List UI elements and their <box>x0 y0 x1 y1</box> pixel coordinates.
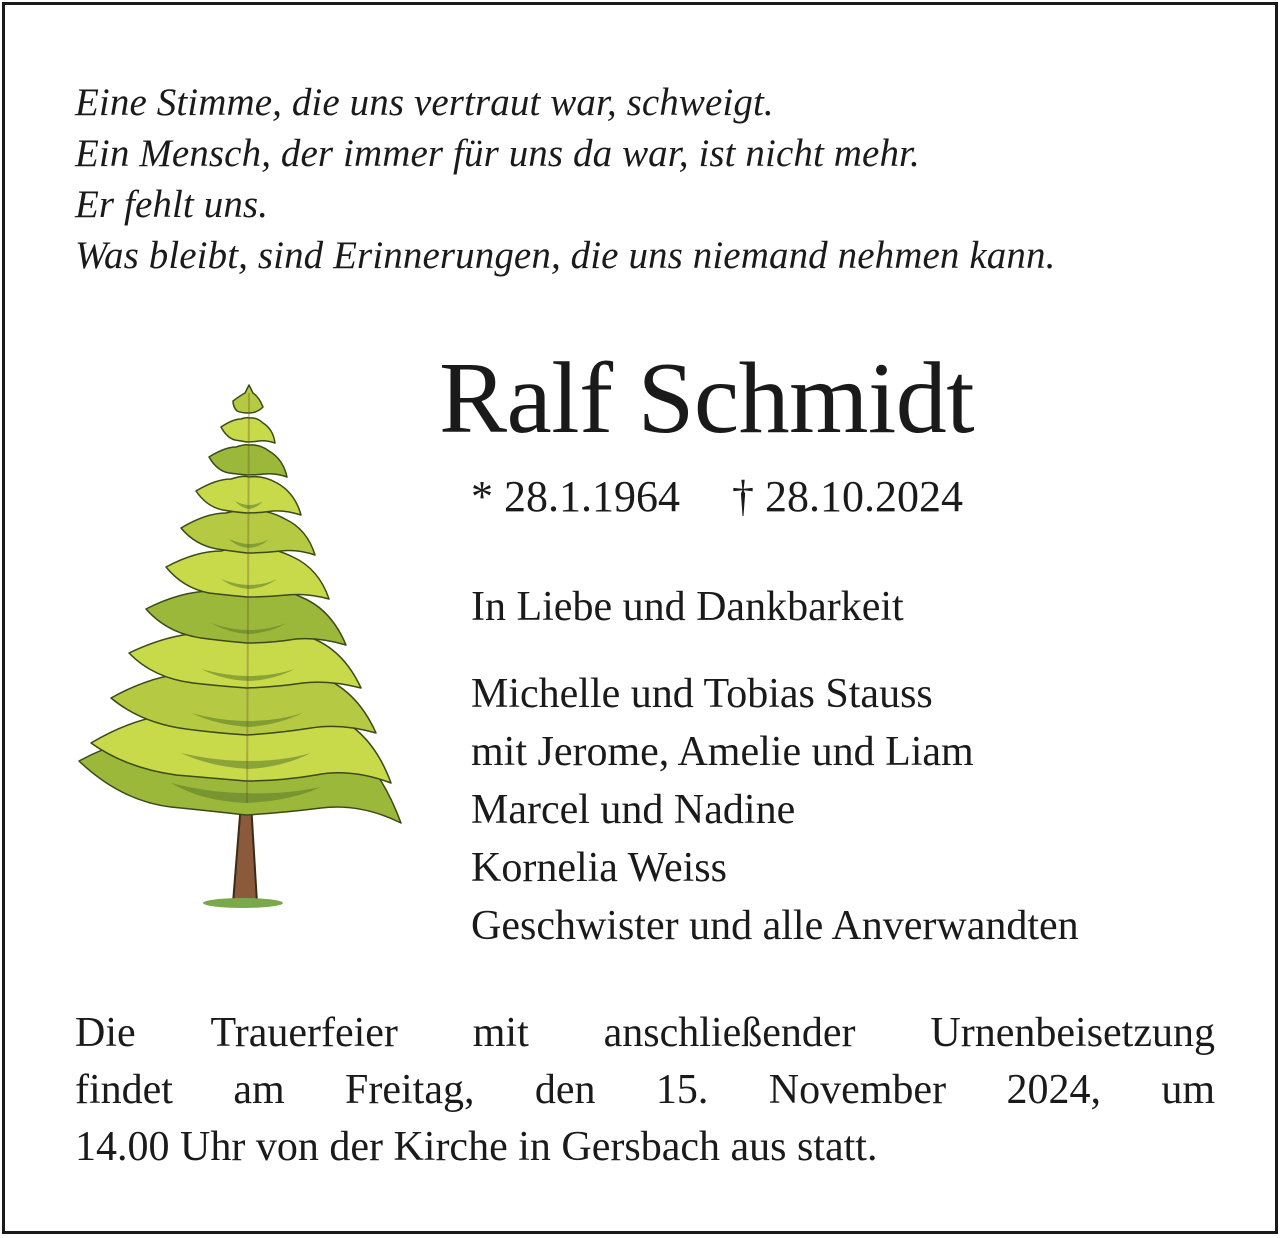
ceremony-line: 14.00 Uhr von der Kirche in Gersbach aus statt. <box>75 1124 878 1170</box>
poem-line: Was bleibt, sind Erinnerungen, die uns niemand nehmen kann. <box>75 234 1056 277</box>
poem-line: Er fehlt uns. <box>75 183 269 226</box>
mourner-line: Kornelia Weiss <box>471 845 727 891</box>
death-date: † 28.10.2024 <box>732 472 963 521</box>
ceremony-word: Urnenbeisetzung <box>930 1010 1215 1056</box>
fir-tree-icon <box>71 383 407 913</box>
obituary-frame <box>2 2 1278 1234</box>
poem-line: Ein Mensch, der immer für uns da war, ist nicht mehr. <box>75 132 920 175</box>
ceremony-word: findet <box>75 1067 173 1113</box>
ceremony-notice <box>75 1005 1215 1176</box>
mourner-line: Michelle und Tobias Stauss <box>471 671 933 717</box>
mourner-line: Geschwister und alle Anverwandten <box>471 903 1079 949</box>
thanks-line: In Liebe und Dankbarkeit <box>471 584 904 630</box>
ceremony-word: am <box>233 1067 285 1113</box>
mourner-line: mit Jerome, Amelie und Liam <box>471 729 974 775</box>
mourner-line: Marcel und Nadine <box>471 787 796 833</box>
ceremony-word: Trauerfeier <box>210 1010 398 1056</box>
poem <box>75 77 1055 281</box>
ceremony-line <box>75 1062 1215 1119</box>
ceremony-word: Freitag, <box>345 1067 475 1113</box>
ceremony-word: anschließender <box>603 1010 856 1056</box>
ceremony-word: 15. <box>655 1067 709 1113</box>
deceased-name: Ralf Schmidt <box>439 342 975 455</box>
ceremony-word: um <box>1161 1067 1215 1113</box>
life-dates <box>471 471 963 523</box>
ceremony-word: 2024, <box>1006 1067 1101 1113</box>
ceremony-word: November <box>768 1067 947 1113</box>
mourners-list <box>471 665 1079 955</box>
ceremony-word: Die <box>75 1010 136 1056</box>
poem-line: Eine Stimme, die uns vertraut war, schweigt. <box>75 81 774 124</box>
ceremony-word: mit <box>472 1010 529 1056</box>
birth-date: * 28.1.1964 <box>471 472 680 521</box>
ceremony-line <box>75 1005 1215 1062</box>
ceremony-word: den <box>534 1067 596 1113</box>
